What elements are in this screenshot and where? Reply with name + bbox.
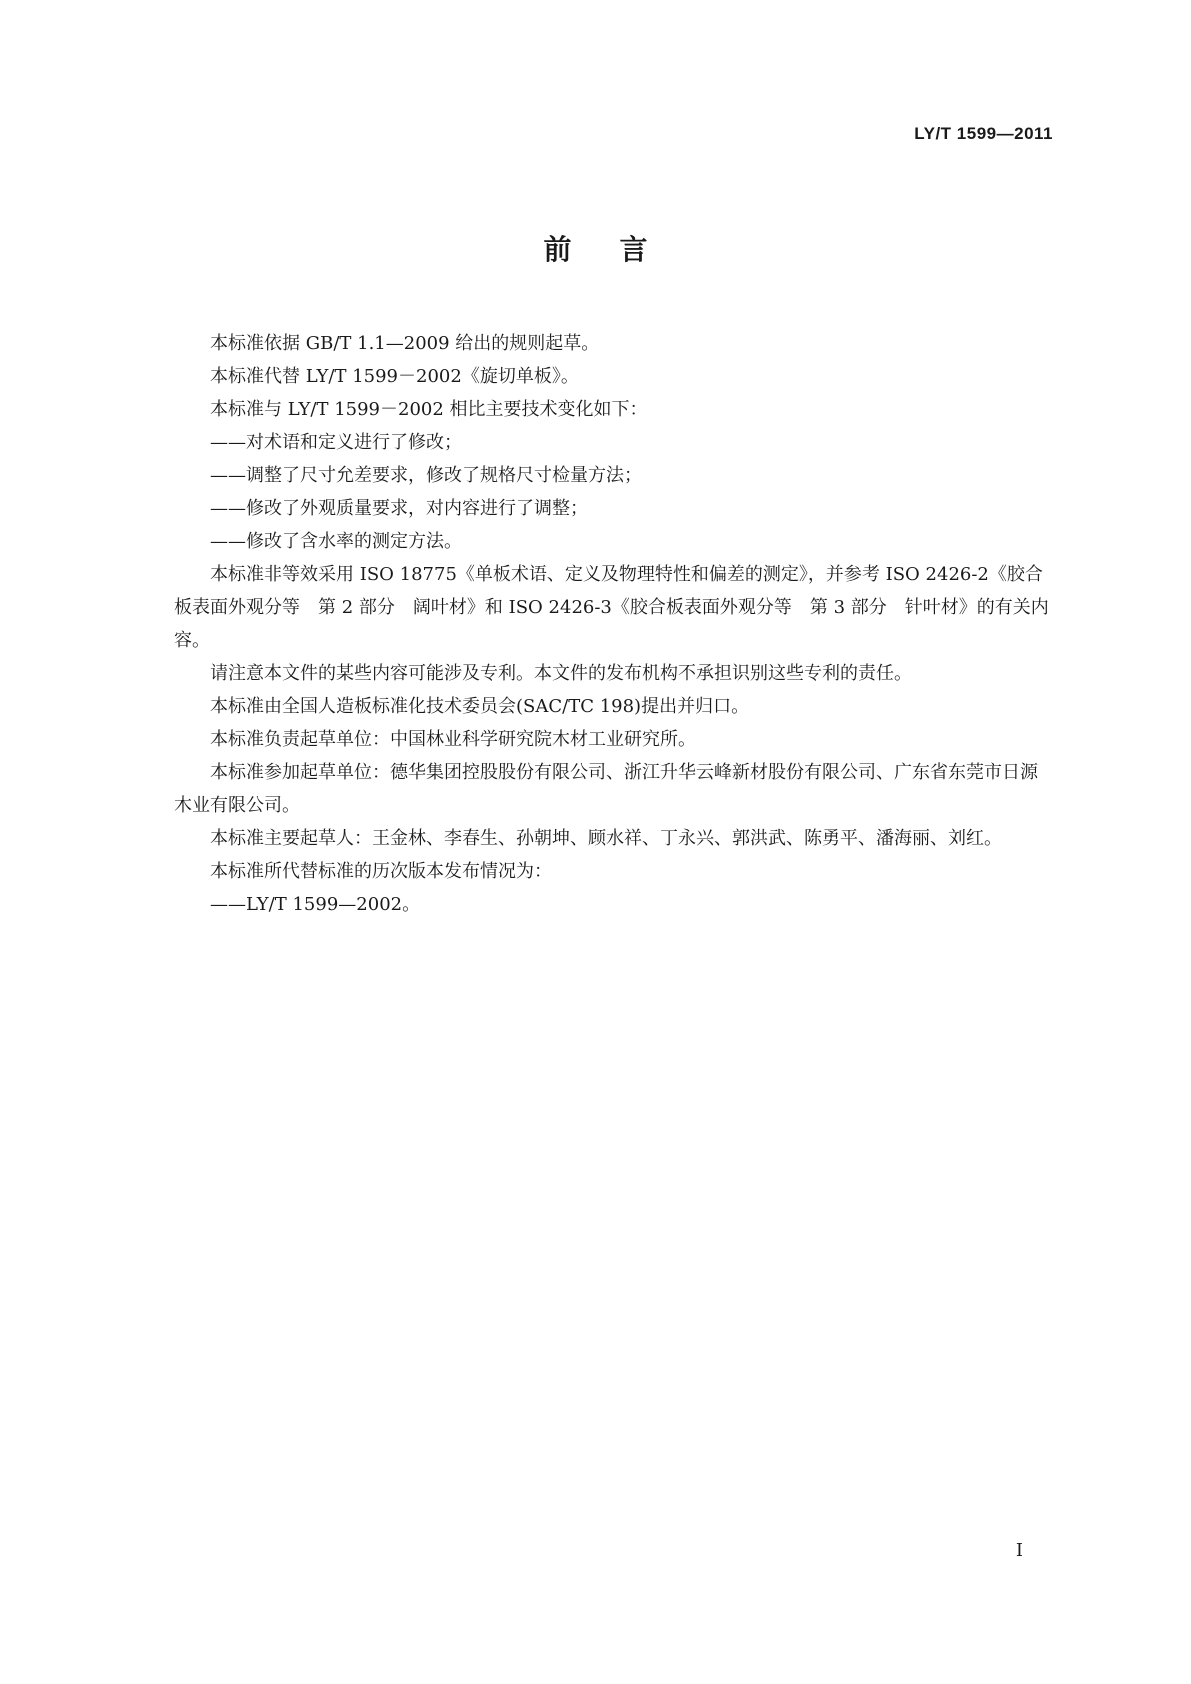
- standard-code: LY/T 1599—2011: [914, 124, 1053, 143]
- paragraph-patent-notice: 请注意本文件的某些内容可能涉及专利。本文件的发布机构不承担识别这些专利的责任。: [210, 663, 912, 684]
- change-item: ——修改了含水率的测定方法。: [210, 531, 462, 552]
- foreword-body: [174, 327, 1054, 921]
- paragraph-participating-units: 本标准参加起草单位：德华集团控股股份有限公司、浙江升华云峰新材股份有限公司、广东省东莞市日源木业有限公司。: [174, 762, 1038, 816]
- page-number: I: [1015, 1540, 1023, 1561]
- change-item: ——修改了外观质量要求，对内容进行了调整；: [210, 498, 588, 519]
- paragraph-iso-reference: 本标准非等效采用 ISO 18775《单板术语、定义及物理特性和偏差的测定》，并参考 ISO 2426-2《胶合板表面外观分等 第 2 部分 阔叶材》和 ISO 2426-3《胶合板表面外观分等 第 3 部分 针叶材》的有关内容。: [174, 564, 1049, 651]
- change-item: ——调整了尺寸允差要求，修改了规格尺寸检量方法；: [210, 465, 642, 486]
- change-item: ——对术语和定义进行了修改；: [210, 432, 462, 453]
- paragraph-drafting-rules: 本标准依据 GB/T 1.1—2009 给出的规则起草。: [210, 333, 600, 354]
- paragraph-lead-drafter-unit: 本标准负责起草单位：中国林业科学研究院木材工业研究所。: [210, 729, 696, 750]
- paragraph-history-intro: 本标准所代替标准的历次版本发布情况为：: [210, 861, 552, 882]
- page-title: 前言: [543, 233, 696, 266]
- paragraph-replaces: 本标准代替 LY/T 1599－2002《旋切单板》。: [210, 366, 579, 387]
- paragraph-main-drafters: 本标准主要起草人：王金林、李春生、孙朝坤、顾水祥、丁永兴、郭洪武、陈勇平、潘海丽、刘红。: [210, 828, 1002, 849]
- paragraph-changes-intro: 本标准与 LY/T 1599－2002 相比主要技术变化如下：: [210, 399, 648, 420]
- paragraph-proposed-by: 本标准由全国人造板标准化技术委员会(SAC/TC 198)提出并归口。: [210, 696, 750, 717]
- history-item: ——LY/T 1599—2002。: [210, 894, 421, 915]
